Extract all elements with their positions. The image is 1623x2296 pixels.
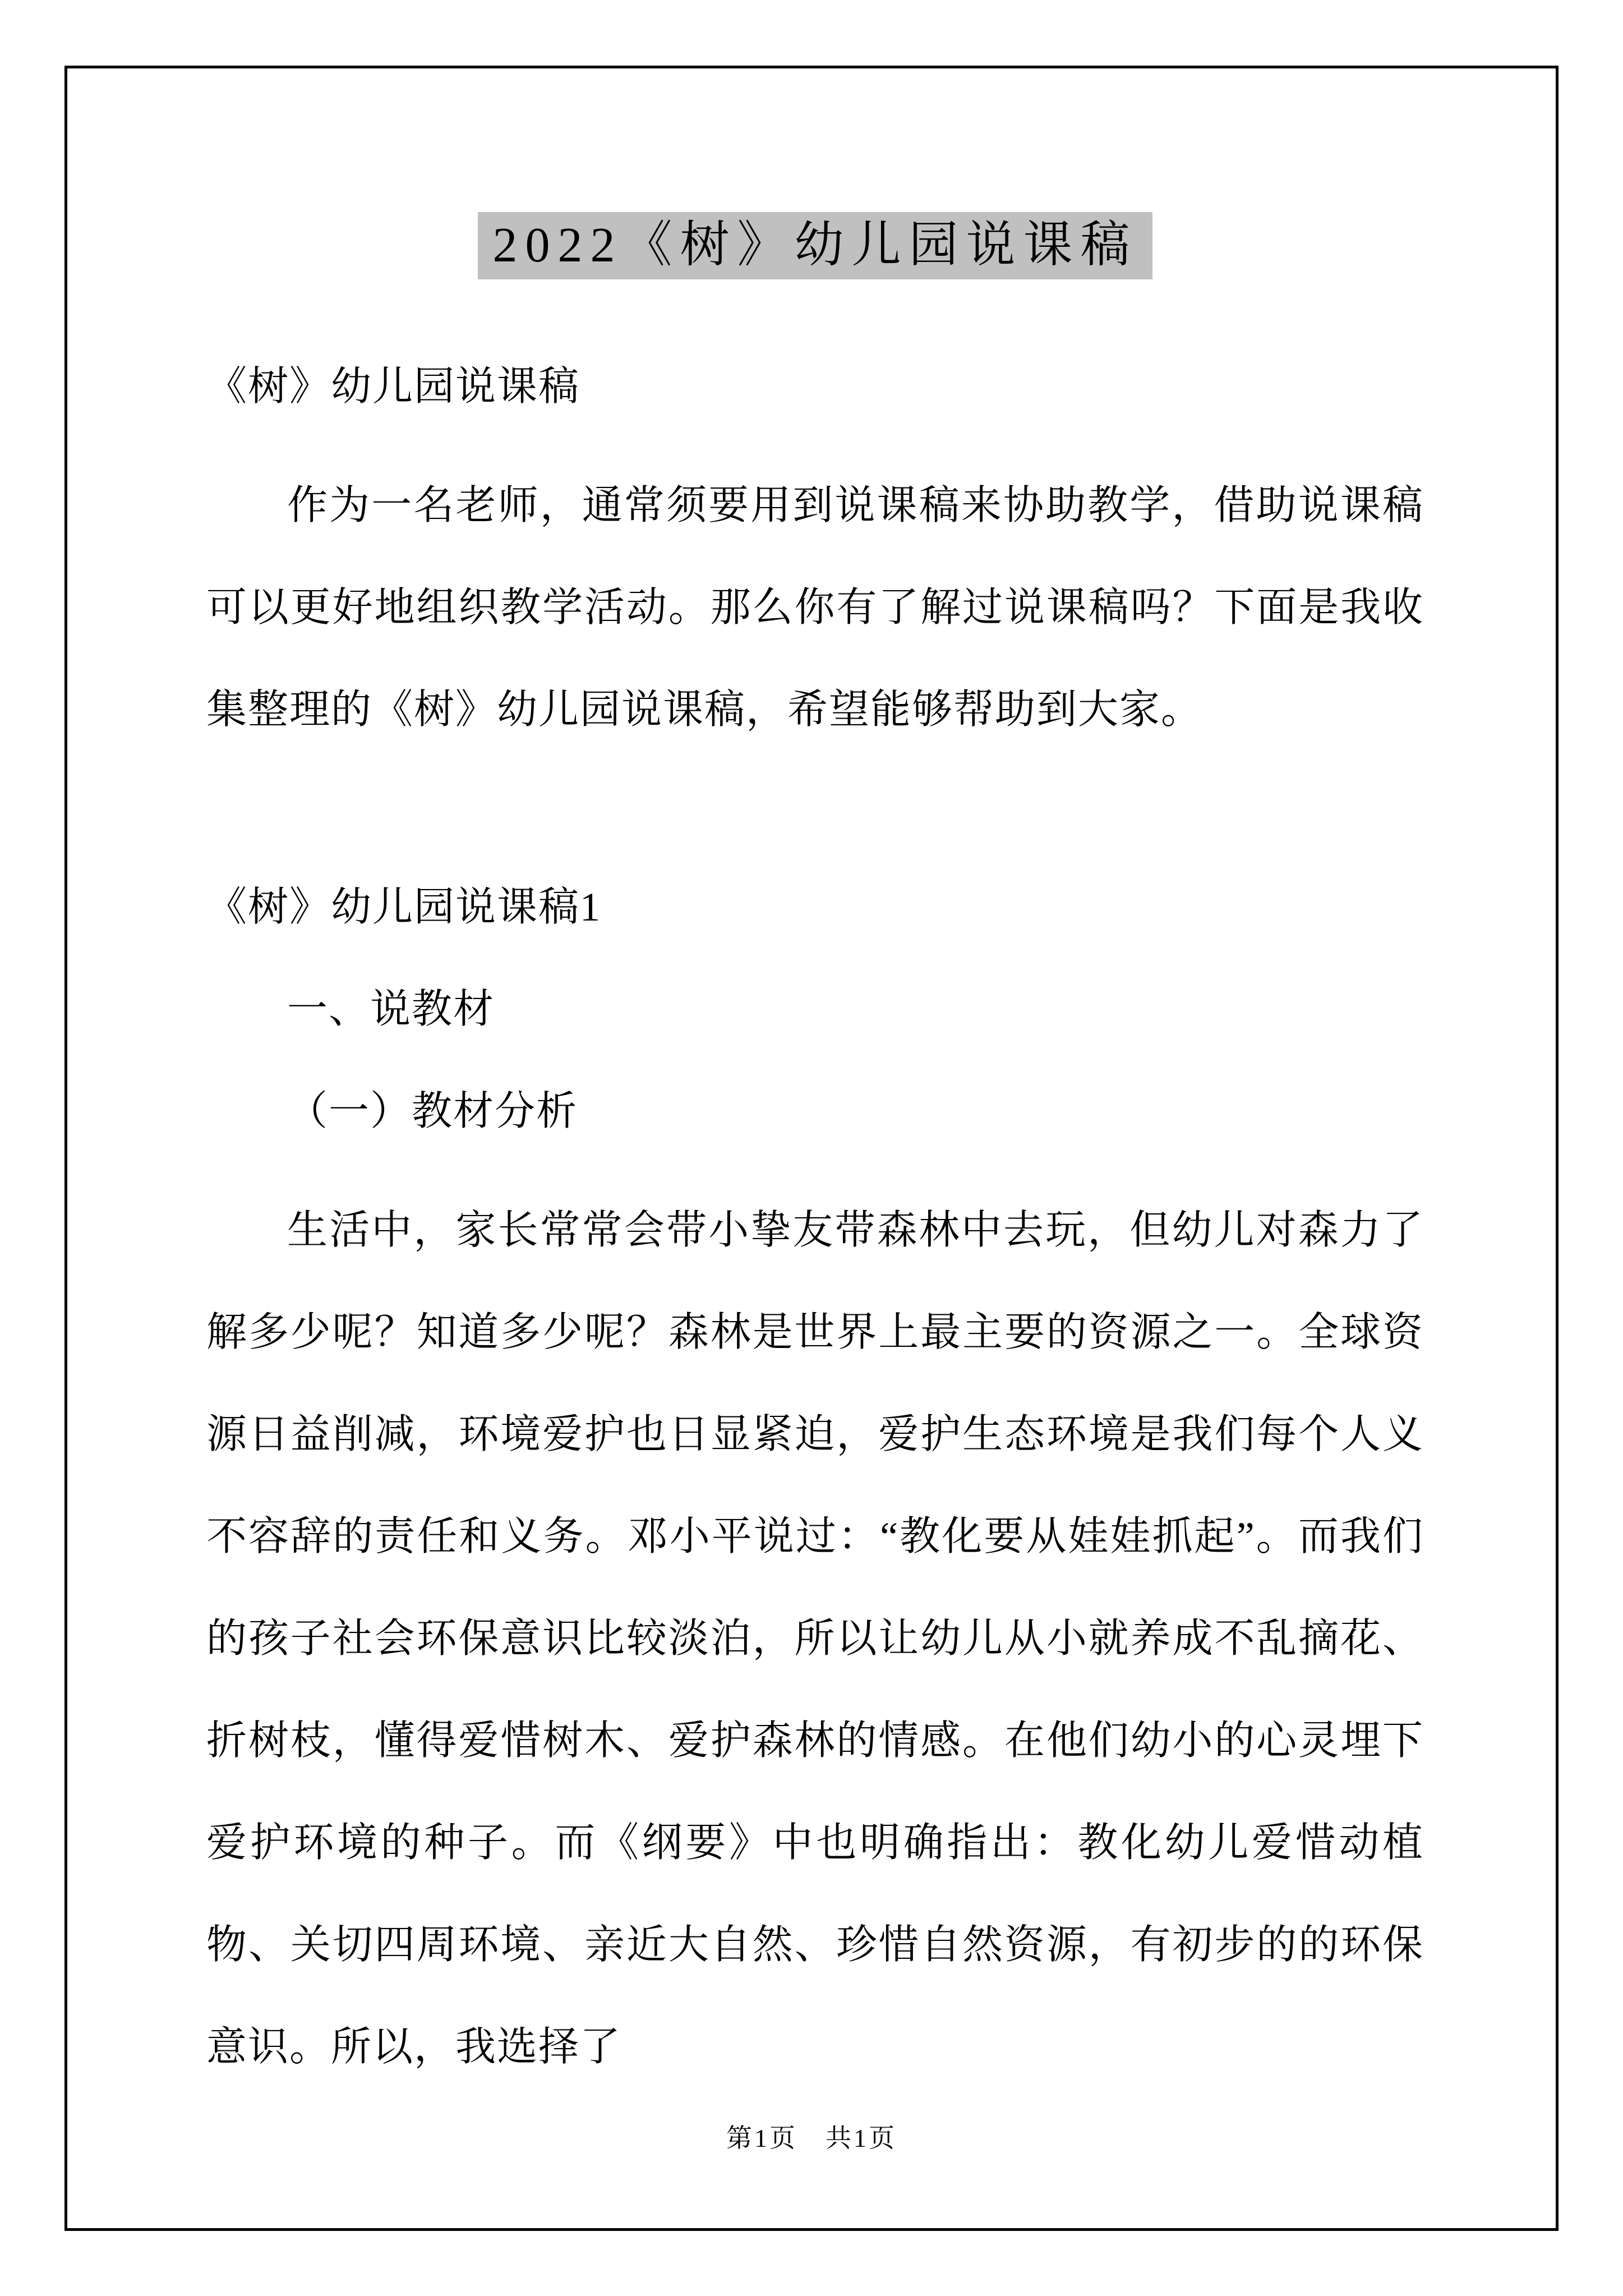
page-number-footer: 第1页 共1页 xyxy=(726,2124,897,2152)
page-content xyxy=(67,68,1556,2098)
document-title: 2022《树》幼儿园说课稿 xyxy=(478,212,1152,279)
section-heading: 《树》幼儿园说课稿1 xyxy=(206,885,602,930)
paragraph-intro: 作为一名老师，通常须要用到说课稿来协助教学，借助说课稿可以更好地组织教学活动。那么你有了解过说课稿吗？下面是我收集整理的《树》幼儿园说课稿，希望能够帮助到大家。 xyxy=(206,483,1424,732)
subsubsection-heading: （一）教材分析 xyxy=(287,1089,578,1134)
title-row xyxy=(206,212,1424,279)
subsection-heading: 一、说教材 xyxy=(287,987,495,1032)
paragraph-body: 生活中，家长常常会带小挚友带森林中去玩，但幼儿对森力了解多少呢？知道多少呢？森林是世界上最主要的资源之一。全球资源日益削减，环境爱护也日显紧迫，爱护生态环境是我们每个人义不容辞的责任和义务。邓小平说过：“教化要从娃娃抓起”。而我们的孩子社会环保意识比较淡泊，所以让幼儿从小就养成不乱摘花、折树枝，懂得爱惜树木、爱护森林的情感。在他们幼小的心灵埋下爱护环境的种子。而《纲要》中也明确指出：教化幼儿爱惜动植物、关切四周环境、亲近大自然、珍惜自然资源，有初步的的环保意识。所以，我选择了 xyxy=(206,1208,1424,2069)
page-frame xyxy=(64,66,1559,2231)
paragraph-lead: 《树》幼儿园说课稿 xyxy=(206,364,580,409)
